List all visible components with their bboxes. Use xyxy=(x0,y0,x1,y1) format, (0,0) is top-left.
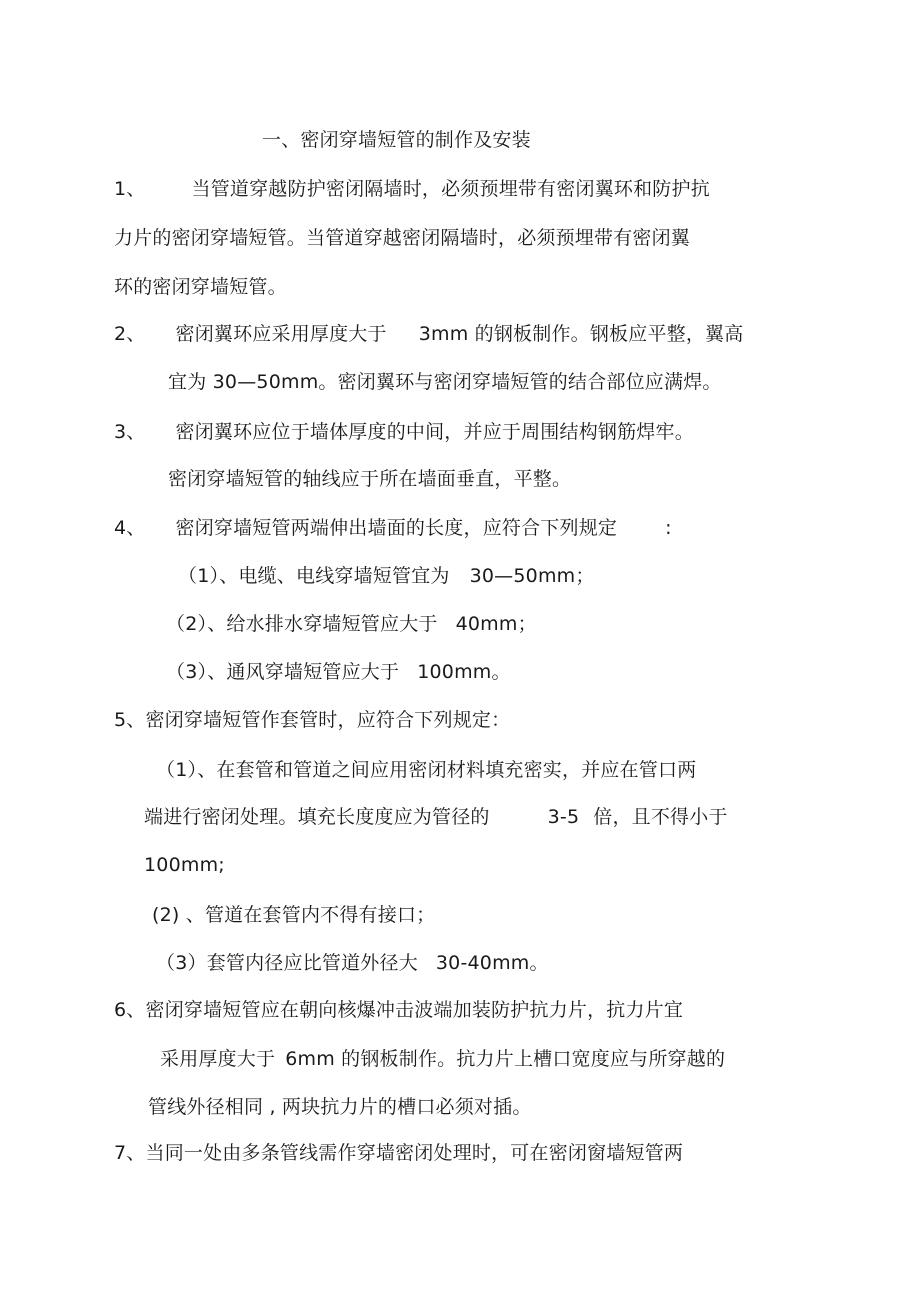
line-text: 当管道穿越防护密闭隔墙时，必须预埋带有密闭翼环和防护抗 xyxy=(191,178,710,200)
line-text: 倍，且不得小于 xyxy=(593,806,728,828)
line-text: 100mm。 xyxy=(417,661,511,683)
paragraph-line: (2) 、管道在套管内不得有接口； xyxy=(152,904,436,926)
paragraph-line xyxy=(114,420,694,444)
line-text: 密闭翼环应采用厚度大于 xyxy=(175,323,387,345)
item-number: 1、 xyxy=(114,178,146,200)
line-text: : xyxy=(665,517,672,539)
line-text: 3-5 xyxy=(547,806,580,828)
item-number: 3、 xyxy=(114,421,146,443)
paragraph-line: 7、当同一处由多条管线需作穿墙密闭处理时，可在密闭窗墙短管两 xyxy=(114,1142,684,1164)
line-text: （1）、电缆、电线穿墙短管宜为 xyxy=(178,565,450,587)
paragraph-line xyxy=(178,564,595,588)
item-number: 2、 xyxy=(114,323,146,345)
paragraph-line: 宜为 30—50mm。密闭翼环与密闭穿墙短管的结合部位应满焊。 xyxy=(168,371,722,393)
paragraph-line: 管线外径相同 , 两块抗力片的槽口必须对插。 xyxy=(148,1096,532,1118)
line-text: （2）、给水排水穿墙短管应大于 xyxy=(166,613,438,635)
line-text: 6mm 的钢板制作。抗力片上槽口宽度应与所穿越的 xyxy=(285,1048,726,1070)
paragraph-line: 力片的密闭穿墙短管。当管道穿越密闭隔墙时，必须预埋带有密闭翼 xyxy=(114,227,691,249)
paragraph-line xyxy=(114,322,743,346)
paragraph-line xyxy=(166,612,537,636)
line-text: （3）、通风穿墙短管应大于 xyxy=(166,661,400,683)
paragraph-line: 100mm; xyxy=(144,854,225,876)
section-heading: 一、密闭穿墙短管的制作及安装 xyxy=(262,129,531,151)
line-text: 端进行密闭处理。填充长度度应为管径的 xyxy=(144,806,490,828)
paragraph-line: 6、密闭穿墙短管应在朝向核爆冲击波端加装防护抗力片，抗力片宜 xyxy=(114,999,684,1021)
paragraph-line: 5、密闭穿墙短管作套管时，应符合下列规定： xyxy=(114,709,511,731)
line-text: 40mm； xyxy=(455,613,537,635)
paragraph-line xyxy=(160,1047,725,1071)
line-text: 3mm 的钢板制作。钢板应平整，翼高 xyxy=(418,323,744,345)
paragraph-line: （1）、在套管和管道之间应用密闭材料填充密实，并应在管口两 xyxy=(156,759,697,781)
paragraph-line xyxy=(156,951,549,975)
paragraph-line xyxy=(114,516,672,540)
paragraph-line xyxy=(114,177,710,201)
line-text: 30—50mm； xyxy=(469,565,595,587)
item-number: 4、 xyxy=(114,517,146,539)
line-text: 密闭穿墙短管两端伸出墙面的长度，应符合下列规定 xyxy=(175,517,618,539)
paragraph-line: 密闭穿墙短管的轴线应于所在墙面垂直，平整。 xyxy=(168,468,572,490)
line-text: （3）套管内径应比管道外径大 xyxy=(156,952,418,974)
paragraph-line xyxy=(166,660,511,684)
paragraph-line: 环的密闭穿墙短管。 xyxy=(114,276,287,298)
line-text: 30-40mm。 xyxy=(435,952,549,974)
line-text: 密闭翼环应位于墙体厚度的中间，并应于周围结构钢筋焊牢。 xyxy=(175,421,694,443)
paragraph-line xyxy=(144,805,728,829)
line-text: 采用厚度大于 xyxy=(160,1048,276,1070)
